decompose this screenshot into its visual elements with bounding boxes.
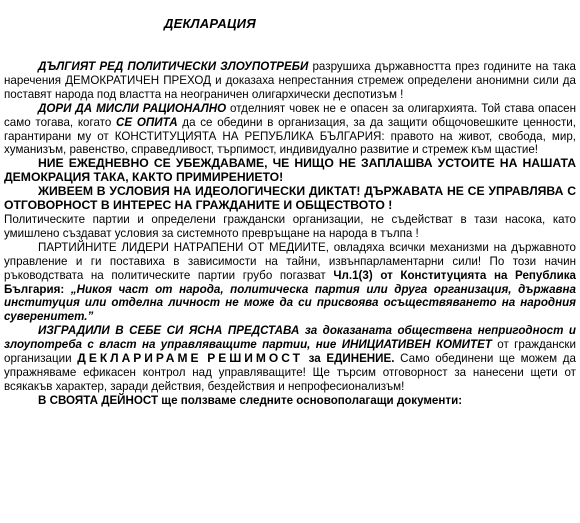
constitution-quote: „Никоя част от народа, политическа партия или друга организация, държавна институция или отделна личност не може да си присвоява осъществяването на народния суверенитет.” (4, 282, 576, 324)
paragraph-ideological-dictate: ЖИВЕЕМ В УСЛОВИЯ НА ИДЕОЛОГИЧЕСКИ ДИКТАТ! ДЪРЖАВАТА НЕ СЕ УПРАВЛЯВА С ОТГОВОРНОСТ В ИНТЕРЕС НА ГРАЖДАНИТЕ И ОБЩЕСТВОТО ! (4, 184, 576, 213)
paragraph-text: ПАРТИЙНИТЕ ЛИДЕРИ НАТРАПЕНИ ОТ МЕДИИТЕ, овладяха всички механизми на държавното управление и ги поставиха в зависимости на тайни, извънпарламентарни сили! По този начин ръководствата на политическите партии грубо погазват (4, 240, 576, 282)
document-body (4, 60, 576, 408)
resolve-word: РЕШИМОСТ (207, 351, 303, 366)
paragraph-rational-thinking (4, 102, 576, 158)
paragraph-text: Само обединени ще можем да упражняваме ефикасен контрол над управляващите! Ще търсим отговорност за нанесени щети от всякакъв характер, заради действия, бездействия и непрофесионализъм! (4, 352, 576, 393)
paragraph-party-leaders (4, 241, 576, 324)
lead-phrase: ИЗГРАДИЛИ В СЕБЕ СИ ЯСНА ПРЕДСТАВА (38, 324, 300, 338)
paragraph-documents (4, 394, 576, 408)
lead-phrase: ДОРИ ДА МИСЛИ РАЦИОНАЛНО (38, 101, 227, 115)
paragraph-text: разрушиха държавността през годините на така наречения ДЕМОКРАТИЧЕН ПРЕХОД и доказаха непрестанния стремеж определени анонимни сили да поставят народа под властта на неограничен олигархически деспотизъм ! (4, 60, 576, 101)
paragraph-text: за доказаната обществена непригодност и злоупотреба с власт на управляващите партии, ние (4, 324, 576, 352)
emphasis-text: СЕ ОПИТА (116, 115, 178, 129)
paragraph-text: да се обедини в организация, за да защити общочовешките ценности, гарантирани му от КОНСТИТУЦИЯТА НА РЕПУБЛИКА БЪЛГАРИЯ: правото на живот, свобода, мир, хуманизъм, равенство, справедливост, търпимост, индивидуално развитие и стремеж към щастие! (4, 115, 576, 157)
constitution-article: Чл.1(3) от Конституцията на Република България: (4, 268, 576, 296)
paragraph-declaration (4, 324, 576, 394)
committee-name: ИНИЦИАТИВЕН КОМИТЕТ (341, 338, 492, 352)
lead-phrase: ДЪЛГИЯТ РЕД ПОЛИТИЧЕСКИ ЗЛОУПОТРЕБИ (38, 60, 309, 73)
paragraph-political-parties: Политическите партии и определени граждански организации, не съдействат в тази насока, като умишлено създават условия за системното превръщане на народа в тълпа ! (4, 212, 576, 240)
unity-phrase: за ЕДИНЕНИЕ. (302, 352, 395, 366)
paragraph-text: от граждански организации (4, 338, 576, 366)
document-title: ДЕКЛАРАЦИЯ (164, 16, 256, 31)
paragraph-text: отделният човек не е опасен за олигархията. Той става опасен само тогава, когато (4, 101, 576, 129)
paragraph-political-abuses (4, 60, 576, 102)
lead-phrase: В СВОЯТА ДЕЙНОСТ (38, 393, 159, 407)
paragraph-text: ще ползваме следните основополагащи документи: (158, 393, 463, 407)
declare-word: ДЕКЛАРИРАМЕ (77, 351, 202, 366)
paragraph-reconciliation: НИЕ ЕЖЕДНЕВНО СЕ УБЕЖДАВАМЕ, ЧЕ НИЩО НЕ ЗАПЛАШВА УСТОИТЕ НА НАШАТА ДЕМОКРАЦИЯ ТАКА, КАКТО ПРИМИРЕНИЕТО! (4, 156, 576, 185)
